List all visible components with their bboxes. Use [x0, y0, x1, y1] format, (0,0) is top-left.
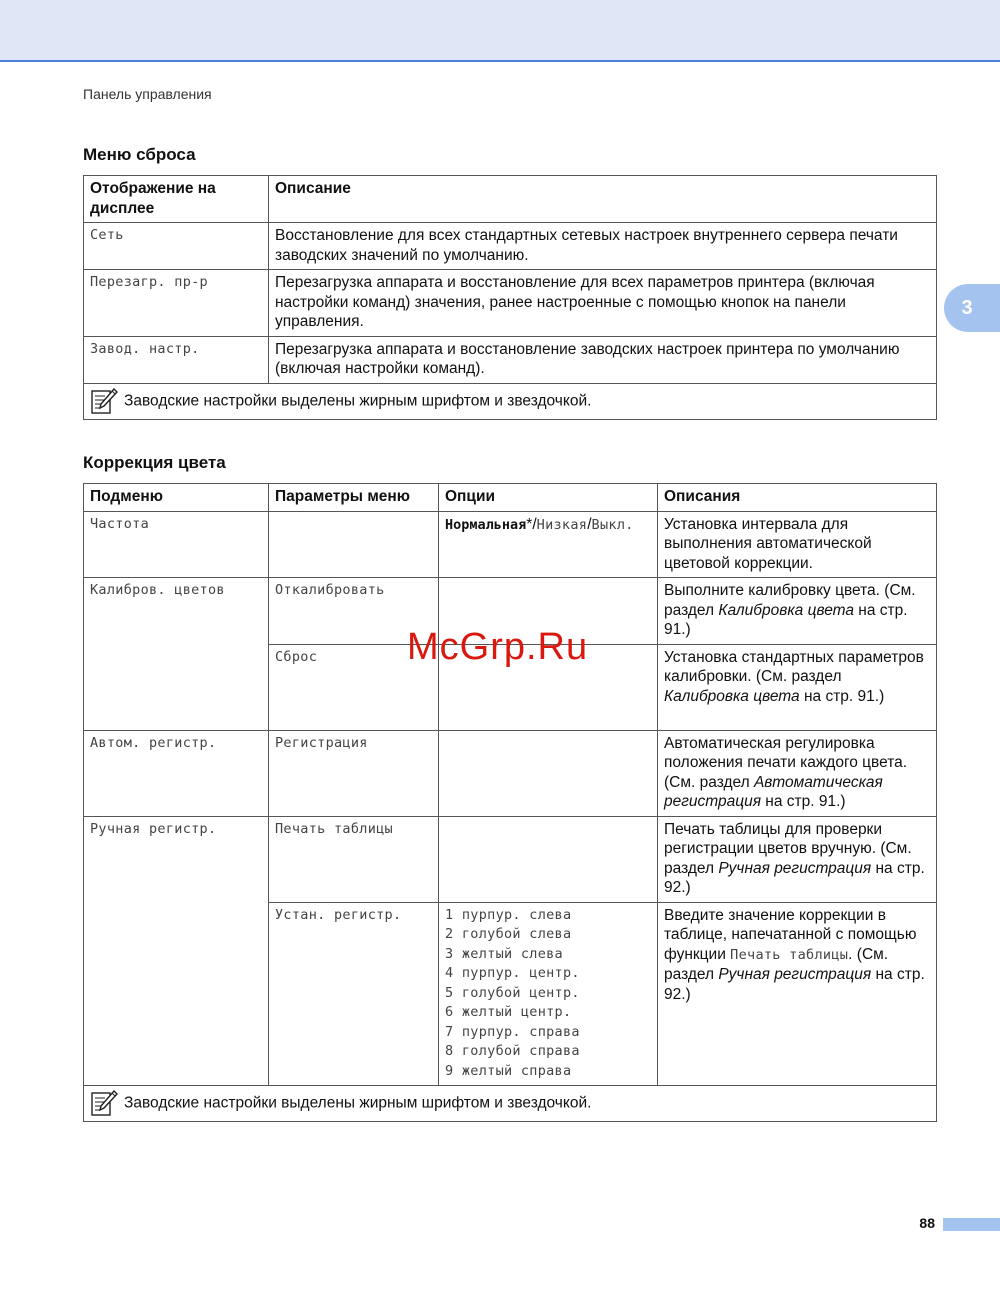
param-value: Сброс	[269, 644, 439, 730]
note-pencil-icon	[90, 1089, 118, 1117]
param-value: Устан. регистр.	[269, 902, 439, 1086]
default-star: *	[526, 515, 533, 533]
description-cell	[658, 644, 937, 730]
description-text: Печать таблицы для проверки регистрации цветов вручную. (См. раздел	[664, 820, 912, 877]
list-item: 6 желтый центр.	[445, 1004, 572, 1020]
cross-reference-link[interactable]: Ручная регистрация	[718, 859, 872, 877]
note-cell	[84, 1086, 937, 1122]
note-pencil-icon	[90, 387, 118, 415]
table-row	[84, 336, 937, 383]
description-text: на стр. 92.)	[664, 966, 925, 1003]
description-cell	[658, 816, 937, 902]
col-header-description: Описание	[269, 176, 937, 223]
cross-reference-link[interactable]: Ручная регистрация	[718, 966, 872, 983]
table-header-row	[84, 176, 937, 223]
header-band	[0, 0, 1000, 62]
cross-reference-link[interactable]: Калибровка цвета	[664, 687, 800, 705]
description-cell	[658, 578, 937, 645]
page-footer-bar	[943, 1218, 1000, 1231]
col-header-params: Параметры меню	[269, 484, 439, 512]
table-row	[84, 223, 937, 270]
options-cell	[439, 578, 658, 645]
display-value: Завод. настр.	[84, 336, 269, 383]
description-text: на стр. 91.)	[664, 601, 908, 638]
params-cell	[269, 511, 439, 578]
list-item: 4 пурпур. центр.	[445, 965, 580, 981]
options-cell	[439, 902, 658, 1086]
note-cell	[84, 383, 937, 419]
table-row	[84, 511, 937, 578]
list-item: 9 желтый справа	[445, 1062, 572, 1079]
note-row	[84, 383, 937, 419]
description-cell	[658, 902, 937, 1086]
submenu-value: Автом. регистр.	[84, 730, 269, 816]
note-text: Заводские настройки выделены жирным шрифтом и звездочкой.	[124, 1094, 592, 1112]
page-number: 88	[919, 1215, 935, 1231]
description-text: Выполните калибровку цвета. (См. раздел	[664, 582, 916, 619]
color-menu-title: Коррекция цвета	[83, 453, 226, 472]
options-cell	[439, 511, 658, 578]
display-value: Сеть	[84, 223, 269, 270]
cross-reference-link[interactable]: Автоматическая регистрация	[664, 773, 883, 810]
description-text: Установка стандартных параметров калибровки. (См. раздел	[664, 648, 924, 685]
list-item: 5 голубой центр.	[445, 984, 580, 1001]
description-text: на стр. 92.)	[664, 859, 925, 896]
col-header-display: Отображение на дисплее	[84, 176, 269, 223]
table-row	[84, 270, 937, 337]
breadcrumb: Панель управления	[83, 86, 212, 102]
option-low: Низкая	[536, 516, 588, 533]
table-row	[84, 578, 937, 645]
param-value: Откалибровать	[269, 578, 439, 645]
description-cell	[658, 730, 937, 816]
note-row	[84, 1086, 937, 1122]
list-item: 1 пурпур. слева	[445, 906, 572, 923]
list-item: 3 желтый слева	[445, 945, 563, 962]
options-cell	[439, 730, 658, 816]
description-cell: Восстановление для всех стандартных сетевых настроек внутреннего сервера печати заводских значений по умолчанию.	[269, 223, 937, 270]
submenu-value: Калибров. цветов	[84, 578, 269, 731]
reset-menu-table	[83, 175, 937, 420]
submenu-value: Частота	[84, 511, 269, 578]
description-cell: Установка интервала для выполнения автоматической цветовой коррекции.	[658, 511, 937, 578]
description-text: на стр. 91.)	[761, 793, 846, 810]
option-off: Выкл.	[591, 516, 634, 533]
param-value: Печать таблицы	[269, 816, 439, 902]
description-text: Автоматическая регулировка положения печати каждого цвета. (См. раздел	[664, 734, 908, 791]
menu-reference: Печать таблицы	[730, 946, 849, 963]
col-header-descriptions: Описания	[658, 484, 937, 512]
note-text: Заводские настройки выделены жирным шрифтом и звездочкой.	[124, 391, 592, 409]
description-text: . (См. раздел	[664, 945, 889, 983]
list-item: 8 голубой справа	[445, 1043, 580, 1059]
chapter-tab[interactable]: 3	[944, 284, 1000, 332]
cross-reference-link[interactable]: Калибровка цвета	[718, 601, 854, 619]
description-cell: Перезагрузка аппарата и восстановление для всех параметров принтера (включая настройки команд) значения, ранее настроенные с помощью кнопок на панели управления.	[269, 270, 937, 337]
table-row	[84, 730, 937, 816]
color-menu-table	[83, 483, 937, 1122]
param-value: Регистрация	[269, 730, 439, 816]
display-value: Перезагр. пр-р	[84, 270, 269, 337]
option-separator: /	[587, 515, 592, 533]
col-header-options: Опции	[439, 484, 658, 512]
default-option: Нормальная	[445, 516, 527, 533]
table-header-row	[84, 484, 937, 512]
description-cell: Перезагрузка аппарата и восстановление заводских настроек принтера по умолчанию (включая настройки команд).	[269, 336, 937, 383]
reset-menu-title: Меню сброса	[83, 145, 196, 164]
option-separator: /	[532, 515, 537, 533]
options-cell	[439, 644, 658, 730]
submenu-value: Ручная регистр.	[84, 816, 269, 1086]
list-item: 2 голубой слева	[445, 926, 572, 942]
list-item: 7 пурпур. справа	[445, 1023, 580, 1040]
options-cell	[439, 816, 658, 902]
watermark: McGrp.Ru	[407, 626, 589, 668]
description-text: на стр. 91.)	[799, 687, 885, 705]
description-text: Введите значение коррекции в таблице, напечатанной с помощью функции	[664, 906, 917, 963]
col-header-submenu: Подменю	[84, 484, 269, 512]
table-row	[84, 816, 937, 902]
